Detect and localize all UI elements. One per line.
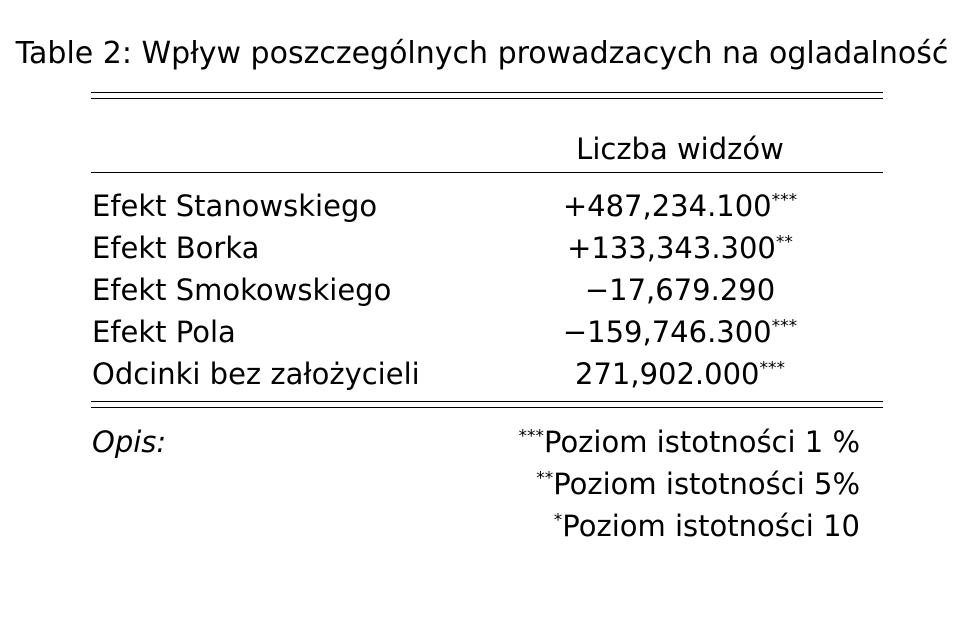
row-value: 271,902.000*** xyxy=(575,357,785,391)
row-value: −17,679.290 xyxy=(584,273,776,307)
note-line: **Poziom istotności 5% xyxy=(536,467,860,501)
row-label: Efekt Borka xyxy=(92,231,260,265)
row-value: +487,234.100*** xyxy=(562,189,798,223)
column-header: Liczba widzów xyxy=(576,132,784,166)
notes-label: Opis: xyxy=(92,425,167,459)
note-line: *Poziom istotności 10 xyxy=(553,509,860,543)
note-line: ***Poziom istotności 1 % xyxy=(518,425,860,459)
row-label: Efekt Stanowskiego xyxy=(92,189,378,223)
row-value: +133,343.300** xyxy=(567,231,793,265)
bottom-rule-2 xyxy=(91,407,883,408)
top-rule-1 xyxy=(91,92,883,93)
row-label: Odcinki bez założycieli xyxy=(92,357,420,391)
row-label: Efekt Pola xyxy=(92,315,236,349)
header-rule xyxy=(91,172,883,173)
top-rule-2 xyxy=(91,98,883,99)
row-label: Efekt Smokowskiego xyxy=(92,273,392,307)
row-value: −159,746.300*** xyxy=(562,315,798,349)
bottom-rule-1 xyxy=(91,401,883,402)
table-caption: Table 2: Wpływ poszczególnych prowadzacych na ogladalność xyxy=(15,36,949,71)
